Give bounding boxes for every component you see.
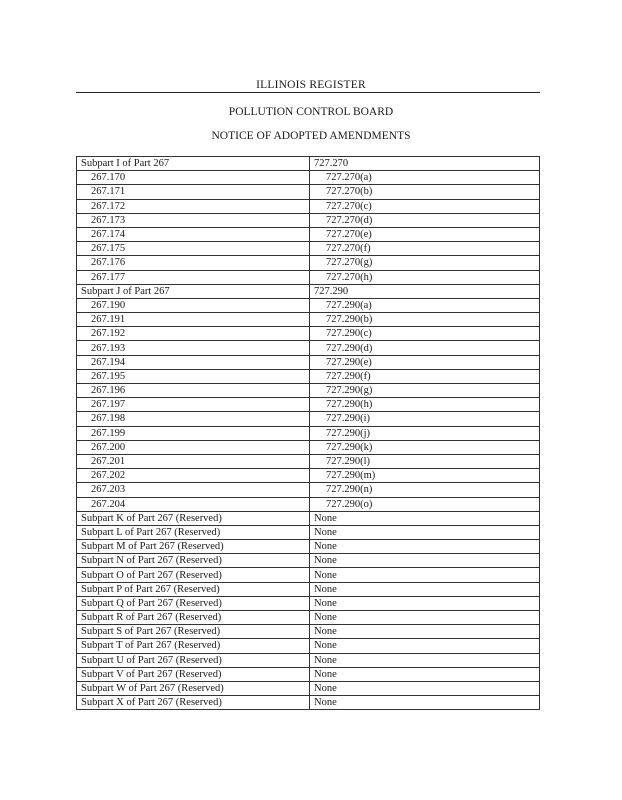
table-row [77, 284, 540, 298]
table-row [77, 440, 540, 454]
table-row [77, 341, 540, 355]
corresponding-section-cell: None [310, 582, 540, 596]
table-row [77, 681, 540, 695]
corresponding-section-cell: None [310, 511, 540, 525]
corresponding-section-cell: 727.290(i) [310, 412, 540, 426]
table-row [77, 157, 540, 171]
table-row [77, 696, 540, 710]
section-number-cell: 267.197 [77, 398, 310, 412]
subpart-cell: Subpart Q of Part 267 (Reserved) [77, 596, 310, 610]
section-number-cell: 267.171 [77, 185, 310, 199]
corresponding-section-cell: 727.270(e) [310, 227, 540, 241]
corresponding-section-cell: 727.270(h) [310, 270, 540, 284]
table-row [77, 497, 540, 511]
table-row [77, 171, 540, 185]
table-row [77, 625, 540, 639]
table-row [77, 384, 540, 398]
table-row [77, 256, 540, 270]
subpart-cell: Subpart X of Part 267 (Reserved) [77, 696, 310, 710]
table-row [77, 611, 540, 625]
section-number-cell: 267.176 [77, 256, 310, 270]
table-row [77, 398, 540, 412]
section-number-cell: 267.190 [77, 298, 310, 312]
section-number-cell: 267.191 [77, 313, 310, 327]
subpart-cell: Subpart O of Part 267 (Reserved) [77, 568, 310, 582]
corresponding-section-cell: 727.290(n) [310, 483, 540, 497]
corresponding-section-cell: 727.290(b) [310, 313, 540, 327]
table-row [77, 355, 540, 369]
section-number-cell: 267.204 [77, 497, 310, 511]
section-number-cell: 267.203 [77, 483, 310, 497]
corresponding-section-cell: 727.290(a) [310, 298, 540, 312]
table-body [77, 157, 540, 710]
corresponding-section-cell: None [310, 667, 540, 681]
section-number-cell: 267.192 [77, 327, 310, 341]
corresponding-section-cell: 727.290(h) [310, 398, 540, 412]
table-row [77, 313, 540, 327]
table-row [77, 596, 540, 610]
corresponding-section-cell: 727.290(o) [310, 497, 540, 511]
table-row [77, 412, 540, 426]
corresponding-section-cell: None [310, 625, 540, 639]
table-row [77, 327, 540, 341]
corresponding-section-cell: 727.270(a) [310, 171, 540, 185]
corresponding-section-cell: None [310, 554, 540, 568]
subpart-cell: Subpart N of Part 267 (Reserved) [77, 554, 310, 568]
corresponding-section-cell: None [310, 525, 540, 539]
subpart-cell: Subpart S of Part 267 (Reserved) [77, 625, 310, 639]
corresponding-section-cell: 727.270(d) [310, 213, 540, 227]
table-row [77, 454, 540, 468]
section-number-cell: 267.200 [77, 440, 310, 454]
section-number-cell: 267.172 [77, 199, 310, 213]
table-row [77, 540, 540, 554]
subpart-cell: Subpart I of Part 267 [77, 157, 310, 171]
corresponding-section-cell: 727.270 [310, 157, 540, 171]
corresponding-section-cell: 727.290 [310, 284, 540, 298]
table-row [77, 185, 540, 199]
subpart-cell: Subpart W of Part 267 (Reserved) [77, 681, 310, 695]
notice-title: NOTICE OF ADOPTED AMENDMENTS [211, 130, 411, 142]
table-row [77, 227, 540, 241]
corresponding-section-cell: 727.290(g) [310, 384, 540, 398]
subpart-cell: Subpart R of Part 267 (Reserved) [77, 611, 310, 625]
table-row [77, 639, 540, 653]
corresponding-section-cell: 727.270(g) [310, 256, 540, 270]
table-row [77, 199, 540, 213]
subpart-cell: Subpart K of Part 267 (Reserved) [77, 511, 310, 525]
board-name: POLLUTION CONTROL BOARD [228, 106, 394, 118]
table-row [77, 653, 540, 667]
corresponding-section-cell: None [310, 653, 540, 667]
corresponding-section-cell: None [310, 596, 540, 610]
subpart-cell: Subpart V of Part 267 (Reserved) [77, 667, 310, 681]
corresponding-section-cell: 727.290(c) [310, 327, 540, 341]
table-row [77, 298, 540, 312]
corresponding-section-cell: 727.290(l) [310, 454, 540, 468]
corresponding-section-cell: None [310, 681, 540, 695]
section-number-cell: 267.170 [77, 171, 310, 185]
corresponding-section-cell: 727.270(f) [310, 242, 540, 256]
corresponding-section-cell: 727.290(d) [310, 341, 540, 355]
table-row [77, 369, 540, 383]
table-row [77, 525, 540, 539]
corresponding-section-cell: None [310, 639, 540, 653]
corresponding-section-cell: 727.290(j) [310, 426, 540, 440]
table-row [77, 242, 540, 256]
table-row [77, 582, 540, 596]
section-number-cell: 267.202 [77, 469, 310, 483]
section-number-cell: 267.193 [77, 341, 310, 355]
subpart-cell: Subpart M of Part 267 (Reserved) [77, 540, 310, 554]
section-number-cell: 267.199 [77, 426, 310, 440]
table-row [77, 511, 540, 525]
corresponding-section-cell: None [310, 540, 540, 554]
corresponding-section-cell: None [310, 611, 540, 625]
corresponding-section-cell: 727.290(k) [310, 440, 540, 454]
section-number-cell: 267.201 [77, 454, 310, 468]
corresponding-section-cell: None [310, 696, 540, 710]
subpart-cell: Subpart L of Part 267 (Reserved) [77, 525, 310, 539]
table-row [77, 426, 540, 440]
section-number-cell: 267.196 [77, 384, 310, 398]
subpart-cell: Subpart U of Part 267 (Reserved) [77, 653, 310, 667]
corresponding-section-cell: 727.290(m) [310, 469, 540, 483]
section-number-cell: 267.194 [77, 355, 310, 369]
register-title: ILLINOIS REGISTER [256, 79, 366, 91]
cross-reference-table [76, 156, 540, 710]
table-row [77, 667, 540, 681]
table-row [77, 483, 540, 497]
corresponding-section-cell: None [310, 568, 540, 582]
table-row [77, 568, 540, 582]
section-number-cell: 267.173 [77, 213, 310, 227]
table-row [77, 213, 540, 227]
section-number-cell: 267.195 [77, 369, 310, 383]
section-number-cell: 267.174 [77, 227, 310, 241]
section-number-cell: 267.177 [77, 270, 310, 284]
subpart-cell: Subpart P of Part 267 (Reserved) [77, 582, 310, 596]
section-number-cell: 267.175 [77, 242, 310, 256]
table-row [77, 270, 540, 284]
header-rule [76, 92, 540, 93]
table-row [77, 554, 540, 568]
corresponding-section-cell: 727.290(e) [310, 355, 540, 369]
table-row [77, 469, 540, 483]
corresponding-section-cell: 727.270(c) [310, 199, 540, 213]
corresponding-section-cell: 727.290(f) [310, 369, 540, 383]
corresponding-section-cell: 727.270(b) [310, 185, 540, 199]
subpart-cell: Subpart J of Part 267 [77, 284, 310, 298]
section-number-cell: 267.198 [77, 412, 310, 426]
subpart-cell: Subpart T of Part 267 (Reserved) [77, 639, 310, 653]
